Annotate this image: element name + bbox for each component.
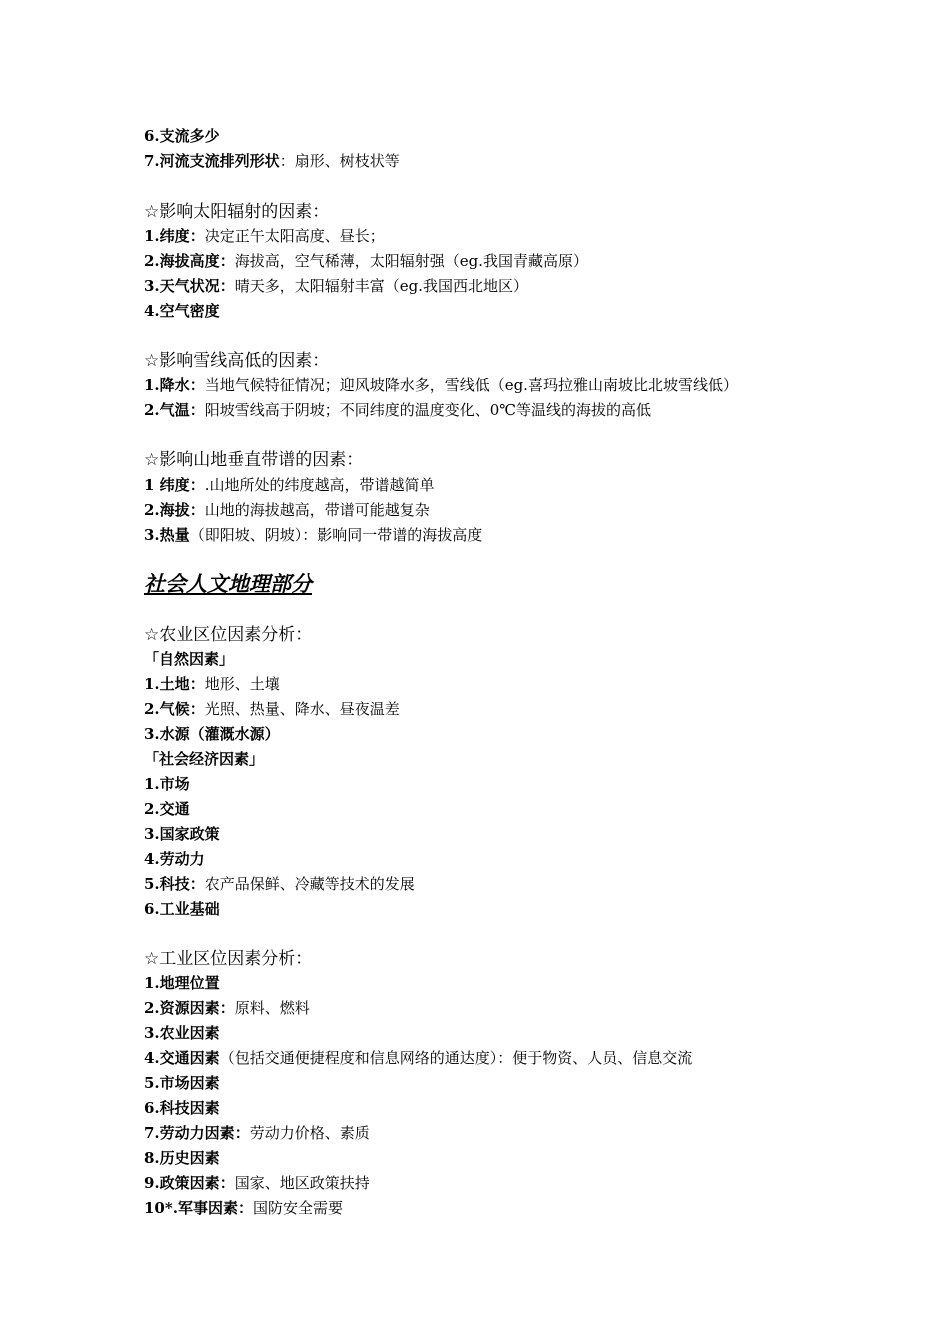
list-item xyxy=(144,375,738,395)
item-label: 科技 xyxy=(159,875,190,893)
item-separator: ： xyxy=(219,252,235,270)
list-item xyxy=(144,774,190,794)
item-number: 2. xyxy=(144,501,160,519)
item-text: （包括交通便捷程度和信息网络的通达度）：便于物资、人员、信息交流 xyxy=(219,1049,693,1067)
item-separator: ： xyxy=(219,1174,235,1192)
item-text: 国家、地区政策扶持 xyxy=(234,1174,370,1192)
item-text: 阳坡雪线高于阴坡；不同纬度的温度变化、0℃等温线的海拔的高低 xyxy=(204,401,652,419)
list-item xyxy=(144,724,280,744)
section-heading: ☆影响山地垂直带谱的因素： xyxy=(144,450,364,470)
item-separator: ： xyxy=(279,152,295,170)
list-item xyxy=(144,1073,220,1093)
item-separator: ： xyxy=(219,999,235,1017)
item-number: 1. xyxy=(144,227,160,245)
item-number: 8. xyxy=(144,1149,160,1167)
item-number: 2. xyxy=(144,252,160,270)
list-item xyxy=(144,1048,692,1068)
item-text: .山地所处的纬度越高，带谱越简单 xyxy=(204,476,435,494)
item-number: 6. xyxy=(144,127,160,145)
item-number: 7. xyxy=(144,1124,160,1142)
item-label: 历史因素 xyxy=(159,1149,220,1167)
item-label: 市场因素 xyxy=(159,1074,220,1092)
section-heading: ☆影响太阳辐射的因素： xyxy=(144,202,330,222)
item-number: 2. xyxy=(144,700,160,718)
list-item xyxy=(144,824,220,844)
item-text: 扇形、树枝状等 xyxy=(294,152,400,170)
list-item xyxy=(144,1098,220,1118)
list-item xyxy=(144,1198,343,1218)
item-label: 交通因素 xyxy=(159,1049,220,1067)
list-item xyxy=(144,973,220,993)
item-number: 3. xyxy=(144,277,160,295)
item-label: 地理位置 xyxy=(159,974,220,992)
list-item xyxy=(144,699,400,719)
item-label: 国家政策 xyxy=(159,825,220,843)
item-label: 市场 xyxy=(159,775,190,793)
item-label: 科技因素 xyxy=(159,1099,220,1117)
list-item xyxy=(144,1148,220,1168)
item-label: 海拔 xyxy=(159,501,190,519)
item-label: 纬度 xyxy=(159,227,190,245)
item-separator: ： xyxy=(189,376,205,394)
item-number: 5. xyxy=(144,1074,160,1092)
item-text: 山地的海拔越高，带谱可能越复杂 xyxy=(204,501,430,519)
item-label: 海拔高度 xyxy=(159,252,220,270)
section-heading: ☆工业区位因素分析： xyxy=(144,949,313,969)
item-label: 支流多少 xyxy=(159,127,220,145)
item-text: 农产品保鲜、冷藏等技术的发展 xyxy=(204,875,415,893)
list-item xyxy=(144,276,528,296)
item-label: 水源（灌溉水源） xyxy=(159,725,280,743)
item-label: 土地 xyxy=(159,675,190,693)
list-item xyxy=(144,998,310,1018)
item-number: 4. xyxy=(144,1049,160,1067)
list-item xyxy=(144,1123,370,1143)
item-number: 4. xyxy=(144,302,160,320)
item-text: 光照、热量、降水、昼夜温差 xyxy=(204,700,400,718)
list-item xyxy=(144,1023,220,1043)
item-text: 地形、土壤 xyxy=(204,675,280,693)
item-number: 6. xyxy=(144,900,160,918)
item-label: 热量 xyxy=(159,526,190,544)
item-separator: ： xyxy=(237,1199,253,1217)
item-separator: ： xyxy=(189,700,205,718)
item-text: （即阳坡、阴坡）：影响同一带谱的海拔高度 xyxy=(189,526,483,544)
list-item xyxy=(144,226,385,246)
list-item xyxy=(144,251,588,271)
item-separator: ： xyxy=(189,501,205,519)
item-text: 海拔高，空气稀薄，太阳辐射强（eg.我国青藏高原） xyxy=(234,252,588,270)
list-item xyxy=(144,525,482,545)
item-label: 河流支流排列形状 xyxy=(159,152,280,170)
item-text: 当地气候特征情况；迎风坡降水多，雪线低（eg.喜玛拉雅山南坡比北坡雪线低） xyxy=(204,376,738,394)
list-item xyxy=(144,674,280,694)
section-heading: ☆影响雪线高低的因素： xyxy=(144,351,330,371)
item-separator: ： xyxy=(219,277,235,295)
item-label: 劳动力 xyxy=(159,850,205,868)
item-text: 决定正午太阳高度、昼长； xyxy=(204,227,385,245)
list-item xyxy=(144,301,220,321)
list-item xyxy=(144,899,220,919)
list-item xyxy=(144,799,190,819)
item-number: 4. xyxy=(144,850,160,868)
item-number: 1. xyxy=(144,775,160,793)
item-label: 军事因素 xyxy=(177,1199,238,1217)
item-number: 3. xyxy=(144,1024,160,1042)
item-separator: ： xyxy=(189,476,205,494)
list-item xyxy=(144,126,220,146)
item-text: 晴天多，太阳辐射丰富（eg.我国西北地区） xyxy=(234,277,528,295)
item-label: 政策因素 xyxy=(159,1174,220,1192)
list-item xyxy=(144,475,434,495)
item-number: 2. xyxy=(144,999,160,1017)
list-item xyxy=(144,874,415,894)
list-item xyxy=(144,849,205,869)
item-label: 空气密度 xyxy=(159,302,220,320)
section-heading: ☆农业区位因素分析： xyxy=(144,625,313,645)
item-number: 9. xyxy=(144,1174,160,1192)
item-label: 交通 xyxy=(159,800,190,818)
list-item xyxy=(144,1173,370,1193)
item-separator: ： xyxy=(189,875,205,893)
item-label: 纬度 xyxy=(159,476,190,494)
item-separator: ： xyxy=(234,1124,250,1142)
item-number: 3. xyxy=(144,526,160,544)
item-number: 1. xyxy=(144,675,160,693)
item-number: 3. xyxy=(144,725,160,743)
item-label: 资源因素 xyxy=(159,999,220,1017)
item-separator: ： xyxy=(189,227,205,245)
subgroup-label: 「自然因素」 xyxy=(144,650,235,668)
subgroup-label: 「社会经济因素」 xyxy=(144,750,265,768)
item-number: 1 xyxy=(144,476,160,494)
item-number: 10*. xyxy=(144,1199,178,1217)
item-text: 原料、燃料 xyxy=(234,999,310,1017)
item-label: 天气状况 xyxy=(159,277,220,295)
section-title: 社会人文地理部分 xyxy=(144,571,312,596)
item-number: 7. xyxy=(144,152,160,170)
list-item xyxy=(144,400,651,420)
item-label: 农业因素 xyxy=(159,1024,220,1042)
item-number: 2. xyxy=(144,800,160,818)
item-number: 1. xyxy=(144,974,160,992)
item-text: 国防安全需要 xyxy=(252,1199,343,1217)
item-label: 气候 xyxy=(159,700,190,718)
item-label: 工业基础 xyxy=(159,900,220,918)
item-separator: ： xyxy=(189,401,205,419)
item-label: 劳动力因素 xyxy=(159,1124,235,1142)
item-number: 6. xyxy=(144,1099,160,1117)
list-item xyxy=(144,500,430,520)
item-number: 2. xyxy=(144,401,160,419)
item-number: 1. xyxy=(144,376,160,394)
item-text: 劳动力价格、素质 xyxy=(249,1124,370,1142)
item-number: 5. xyxy=(144,875,160,893)
item-separator: ： xyxy=(189,675,205,693)
item-number: 3. xyxy=(144,825,160,843)
item-label: 降水 xyxy=(159,376,190,394)
item-label: 气温 xyxy=(159,401,190,419)
list-item xyxy=(144,151,400,171)
